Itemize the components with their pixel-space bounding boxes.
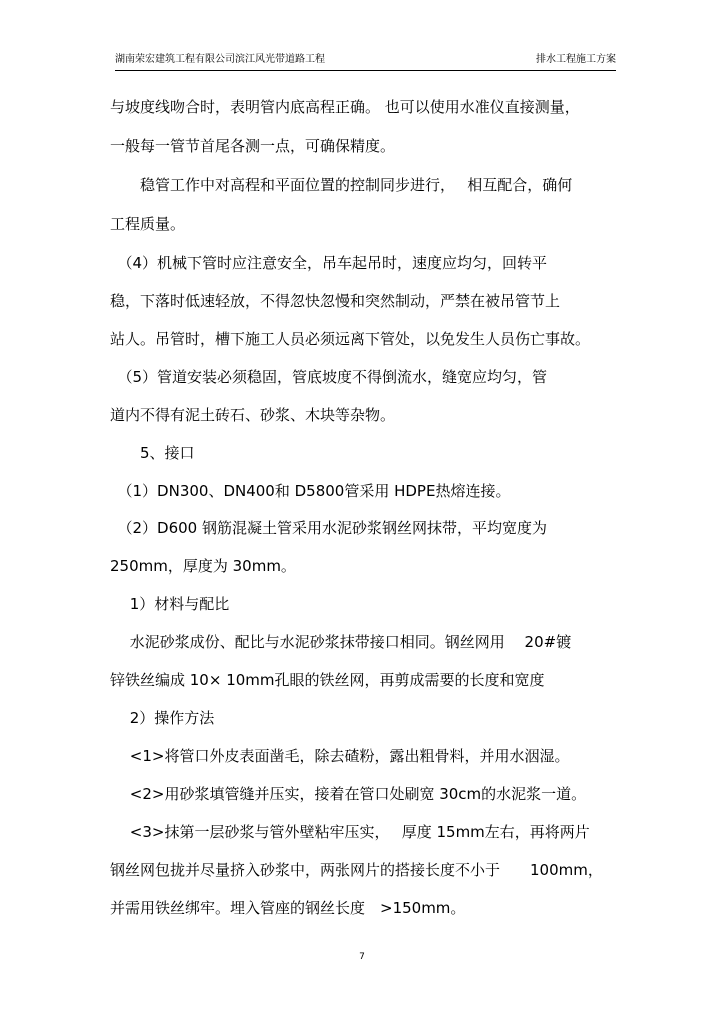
text-line: 与坡度线吻合时，表明管内底高程正确。 也可以使用水准仪直接测量，: [110, 98, 580, 116]
text-line: （5）管道安装必须稳固，管底坡度不得倒流水，缝宽应均匀，管: [110, 368, 548, 386]
text-line: （2）D600 钢筋混凝土管采用水泥砂浆钢丝网抹带，平均宽度为: [110, 519, 547, 537]
text-line: 水泥砂浆成份、配比与水泥砂浆抹带接口相同。钢丝网用 20#镀: [110, 633, 572, 651]
text-line: 站人。吊管时，槽下施工人员必须远离下管处，以免发生人员伤亡事故。: [110, 330, 591, 348]
text-line: 250mm，厚度为 30mm。: [110, 557, 296, 575]
text-line: （1）DN300、DN400和 D5800管采用 HDPE热熔连接。: [110, 482, 511, 500]
text-line: 钢丝网包拢并尽量挤入砂浆中，两张网片的搭接长度不小于 100mm，: [110, 861, 603, 879]
page-number: 7: [359, 952, 365, 962]
text-line: 并需用铁丝绑牢。埋入管座的钢丝长度 >150mm。: [110, 899, 466, 917]
text-line: 5、接口: [110, 444, 195, 462]
text-line: 2）操作方法: [110, 709, 215, 727]
text-line: 1）材料与配比: [110, 595, 230, 613]
text-line: <1>将管口外皮表面凿毛，除去碴粉，露出粗骨料，并用水洇湿。: [110, 747, 570, 765]
text-line: （4）机械下管时应注意安全，吊车起吊时，速度应均匀，回转平: [110, 254, 548, 272]
text-line: <3>抹第一层砂浆与管外壁粘牢压实， 厚度 15mm左右，再将两片: [110, 823, 590, 841]
text-line: 道内不得有泥土砖石、砂浆、木块等杂物。: [110, 406, 396, 424]
header-document-title: 排水工程施工方案: [536, 54, 616, 65]
text-line: 稳管工作中对高程和平面位置的控制同步进行， 相互配合，确何: [110, 176, 573, 194]
header-company-project: 湖南荣宏建筑工程有限公司滨江风光带道路工程: [115, 54, 325, 65]
text-line: 一般每一管节首尾各测一点，可确保精度。: [110, 137, 396, 155]
text-line: <2>用砂浆填管缝并压实，接着在管口处刷宽 30cm的水泥浆一道。: [110, 785, 587, 803]
text-line: 工程质量。: [110, 215, 186, 233]
text-line: 稳，下落时低速轻放，不得忽快忽慢和突然制动，严禁在被吊管节上: [110, 292, 561, 310]
text-line: 锌铁丝编成 10× 10mm孔眼的铁丝网，再剪成需要的长度和宽度: [110, 671, 545, 689]
page-header: [115, 50, 616, 71]
